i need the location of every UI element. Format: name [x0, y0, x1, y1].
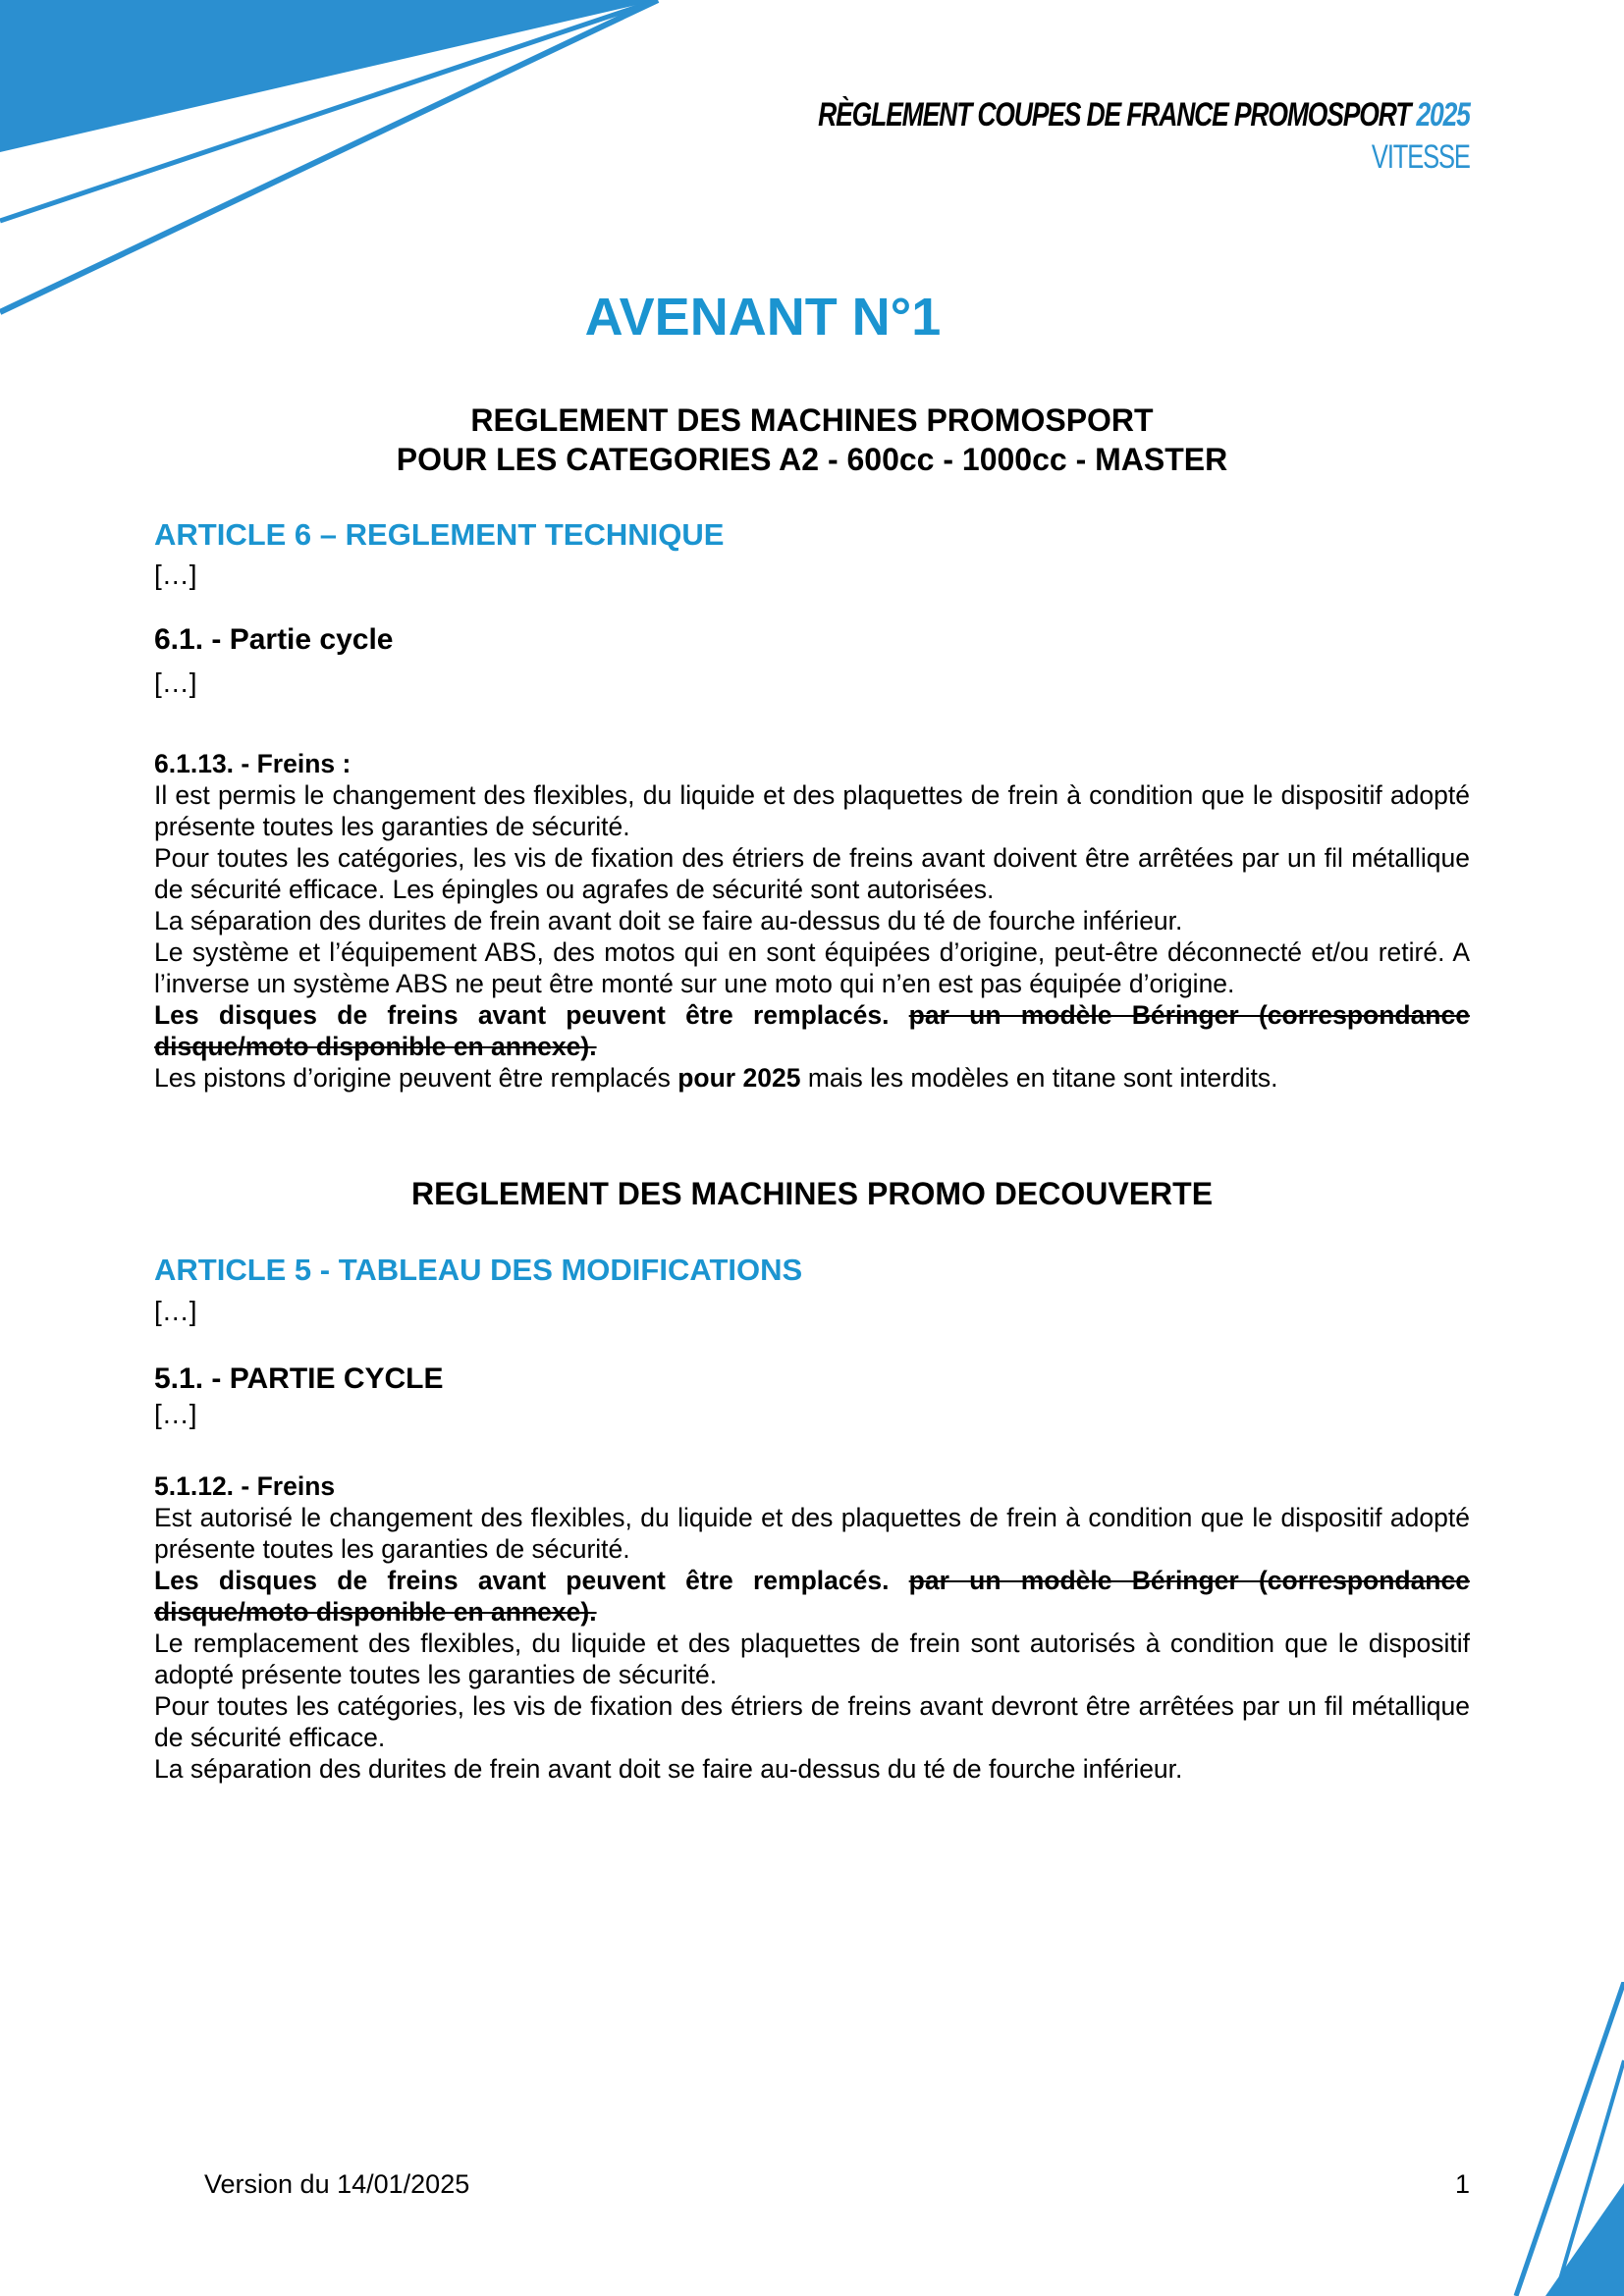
- section1-title: REGLEMENT DES MACHINES PROMOSPORT POUR LES CATEGORIES A2 - 600cc - 1000cc - MASTER: [396, 402, 1228, 477]
- header-title: RÈGLEMENT COUPES DE FRANCE PROMOSPORT 2025: [818, 96, 1470, 133]
- ellipsis: […]: [154, 1296, 197, 1326]
- item-title: 6.1.13. - Freins :: [154, 749, 352, 778]
- footer-version: Version du 14/01/2025: [204, 2169, 470, 2199]
- item-title: 5.1.12. - Freins: [154, 1471, 336, 1501]
- ellipsis: […]: [154, 667, 197, 698]
- paragraph: Le système et l’équipement ABS, des motos qui en sont équipées d’origine, peut-être déconnecté et/ou retiré. A l’inverse un système ABS ne peut être monté sur une moto qui n’en est pas équipée d’origine.: [154, 937, 1470, 998]
- paragraph: La séparation des durites de frein avant doit se faire au-dessus du té de fourche inférieur.: [154, 906, 1183, 935]
- avenant-title: AVENANT N°1: [584, 288, 942, 347]
- section1-article-heading: ARTICLE 6 – REGLEMENT TECHNIQUE: [154, 517, 725, 552]
- paragraph: La séparation des durites de frein avant doit se faire au-dessus du té de fourche inférieur.: [154, 1754, 1183, 1784]
- top-left-decoration: [0, 0, 668, 324]
- bottom-right-decoration: [1487, 1982, 1624, 2296]
- header-subtitle: VITESSE: [1372, 138, 1470, 176]
- section2-brakes-text: [154, 1470, 1470, 1785]
- section1-subsection-heading: 6.1. - Partie cycle: [154, 623, 394, 656]
- struck-text: par un modèle Béringer (correspondance disque/moto disponible en annexe).: [154, 1000, 1470, 1061]
- paragraph: Le remplacement des flexibles, du liquide et des plaquettes de frein sont autorisés à condition que le dispositif adopté présente toutes les garanties de sécurité.: [154, 1629, 1470, 1689]
- section2-title: REGLEMENT DES MACHINES PROMO DECOUVERTE: [410, 1176, 1214, 1211]
- paragraph: Pour toutes les catégories, les vis de fixation des étriers de freins avant devront être arrêtées par un fil métallique de sécurité efficace.: [154, 1691, 1470, 1752]
- section1-brakes-text: [154, 748, 1470, 1094]
- paragraph: Il est permis le changement des flexibles, du liquide et des plaquettes de frein à condition que le dispositif adopté présente toutes les garanties de sécurité.: [154, 780, 1470, 841]
- page-number: 1: [1455, 2169, 1471, 2199]
- document-header: [634, 96, 1470, 177]
- paragraph: Les disques de freins avant peuvent être remplacés. par un modèle Béringer (correspondance disque/moto disponible en annexe).: [154, 1566, 1470, 1627]
- section2-article-heading: ARTICLE 5 - TABLEAU DES MODIFICATIONS: [154, 1253, 803, 1287]
- paragraph: Est autorisé le changement des flexibles, du liquide et des plaquettes de frein à condition que le dispositif adopté présente toutes les garanties de sécurité.: [154, 1503, 1470, 1564]
- section2-subsection-heading: 5.1. - PARTIE CYCLE: [154, 1362, 444, 1395]
- paragraph: Les disques de freins avant peuvent être remplacés. par un modèle Béringer (correspondance disque/moto disponible en annexe).: [154, 1000, 1470, 1061]
- ellipsis: […]: [154, 1399, 197, 1429]
- paragraph: Les pistons d’origine peuvent être remplacés pour 2025 mais les modèles en titane sont interdits.: [154, 1063, 1278, 1093]
- ellipsis: […]: [154, 560, 197, 590]
- struck-text: par un modèle Béringer (correspondance disque/moto disponible en annexe).: [154, 1566, 1470, 1627]
- paragraph: Pour toutes les catégories, les vis de fixation des étriers de freins avant doivent être arrêtées par un fil métallique de sécurité efficace. Les épingles ou agrafes de sécurité sont autorisées.: [154, 843, 1470, 904]
